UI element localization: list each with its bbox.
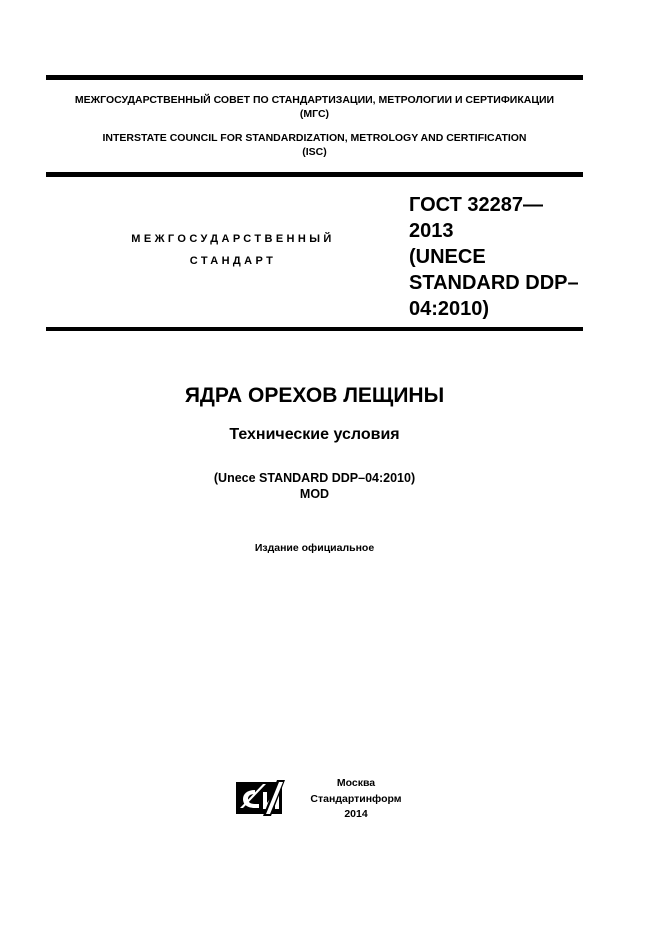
reference-standard <box>46 470 583 502</box>
middle-divider <box>46 172 583 177</box>
council-name-en-line: INTERSTATE COUNCIL FOR STANDARDIZATION, METROLOGY AND CERTIFICATION <box>102 132 527 144</box>
publisher-block <box>296 776 416 823</box>
standartinform-logo-icon <box>233 778 288 818</box>
gost-number-line1: ГОСТ 32287— <box>409 194 543 216</box>
standard-kind-line2: СТАНДАРТ <box>189 255 277 267</box>
council-abbr-ru: (МГС) <box>299 108 330 120</box>
gost-number-line3: (UNECE <box>409 246 486 268</box>
standard-kind <box>98 228 368 272</box>
document-subtitle: Технические условия <box>229 426 400 443</box>
council-abbr-en: (ISC) <box>302 146 327 158</box>
council-name-ru-line: МЕЖГОСУДАРСТВЕННЫЙ СОВЕТ ПО СТАНДАРТИЗАЦИИ, МЕТРОЛОГИИ И СЕРТИФИКАЦИИ <box>74 94 555 106</box>
edition-note: Издание официальное <box>254 542 375 554</box>
gost-number-line2: 2013 <box>409 220 454 242</box>
document-title: ЯДРА ОРЕХОВ ЛЕЩИНЫ <box>184 384 445 407</box>
top-divider <box>46 75 583 80</box>
publisher-name: Стандартинформ <box>310 792 402 805</box>
publication-year: 2014 <box>344 808 368 820</box>
gost-number <box>409 192 589 322</box>
council-name-ru <box>46 93 583 121</box>
reference-standard-line1: (Unece STANDARD DDP–04:2010) <box>213 471 416 485</box>
publisher-city: Москва <box>336 777 376 789</box>
gost-number-line5: 04:2010) <box>409 298 490 320</box>
bottom-divider <box>46 327 583 331</box>
reference-modification: MOD <box>299 487 330 501</box>
council-name-en <box>46 131 583 159</box>
standard-kind-line1: МЕЖГОСУДАРСТВЕННЫЙ <box>131 233 335 245</box>
gost-number-line4: STANDARD DDP– <box>409 272 579 294</box>
